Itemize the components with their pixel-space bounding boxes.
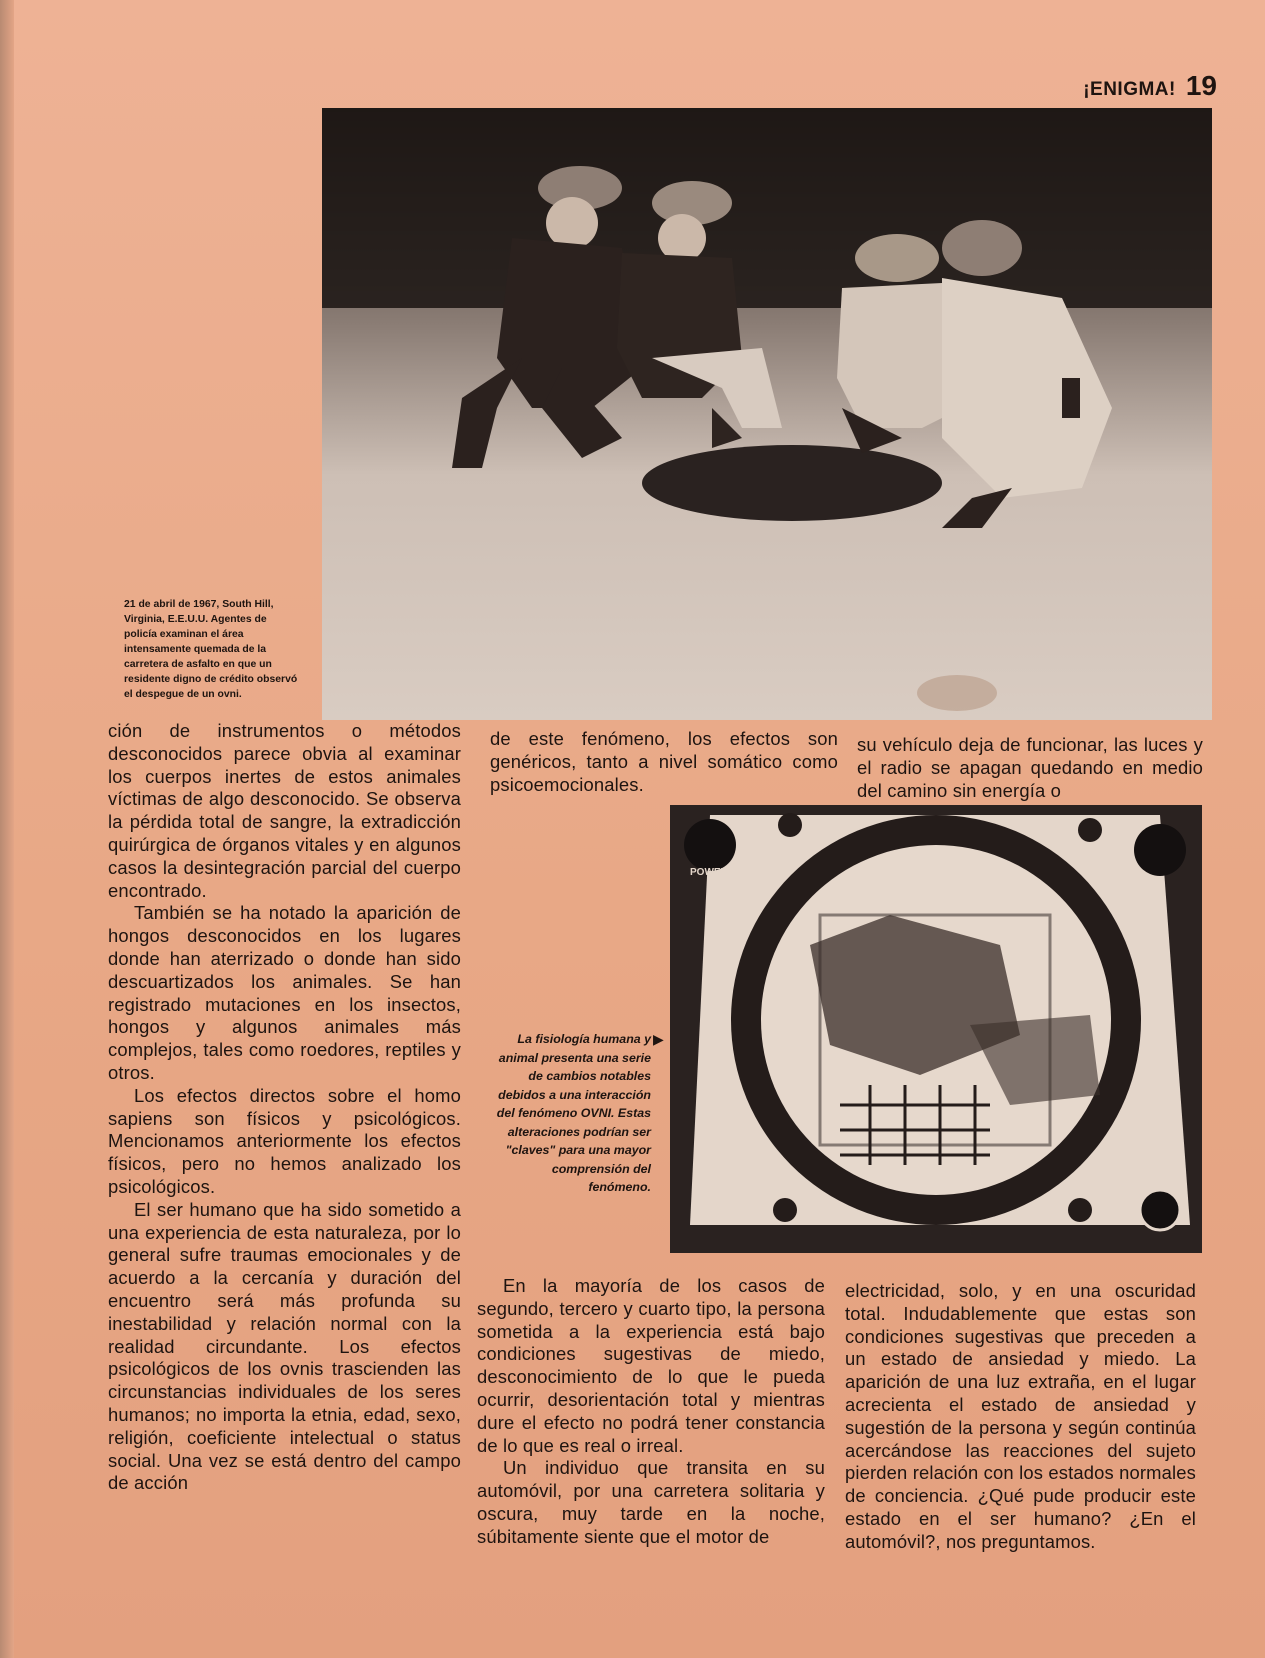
column-1 [108, 720, 461, 1495]
col1-paragraph: También se ha notado la aparición de hongos desconocidos en los lugares donde han aterrizado o donde han sido descuartizados los animales. Se han registrado mutaciones en los insectos, hongos y algunos animales más complejos, tales como roedores, reptiles y otros. [108, 902, 461, 1083]
page-header [1083, 70, 1217, 102]
photo-caption: 21 de abril de 1967, South Hill, Virginia, E.E.U.U. Agentes de policía examinan el área intensamente quemada de la carretera de asfalto en que un residente digno de crédito observó el despegue de un ovni. [124, 599, 298, 700]
col2-bottom-paragraph: Un individuo que transita en su automóvil, por una carretera solitaria y oscura, muy tarde en la noche, súbitamente siente que el motor de [477, 1457, 825, 1547]
police-photo [322, 108, 1212, 720]
column-2-bottom [477, 1275, 825, 1549]
police-photo-image [322, 108, 1212, 720]
column-3-top [857, 734, 1203, 802]
side-caption: La fisiología humana y animal presenta una serie de cambios notables debidos a una interacción del fenómeno OVNI. Estas alteraciones podrían ser "claves" para una mayor comprensión del fenómeno. [496, 1032, 651, 1194]
column-2-top [490, 728, 838, 796]
magazine-name: ¡ENIGMA! [1083, 79, 1176, 100]
col3-top-paragraph: su vehículo deja de funcionar, las luces y el radio se apagan quedando en medio del camino sin energía o [857, 734, 1203, 801]
col1-paragraph: Los efectos directos sobre el homo sapiens son físicos y psicológicos. Mencionamos anteriormente los efectos físicos, pero no hemos analizado los psicológicos. [108, 1084, 461, 1197]
caption-arrow-icon: ▶ [653, 1031, 664, 1047]
column-3-bottom [845, 1280, 1196, 1554]
col2-top-paragraph: de este fenómeno, los efectos son genéricos, tanto a nivel somático como psicoemocionales. [490, 728, 838, 795]
radar-screen-photo [670, 805, 1202, 1253]
col1-paragraph: El ser humano que ha sido sometido a una experiencia de esta naturaleza, por lo general sufre traumas emocionales y de acuerdo a la cercanía y duración del encuentro será más profunda su inestabilidad y relación normal con la realidad circundante. Los efectos psicológicos de los ovnis trascienden las circunstancias individuales de los seres humanos; no importa la etnia, edad, sexo, religión, coeficiente intelectual o status social. Una vez se está dentro del campo de acción [108, 1198, 461, 1494]
power-off-label: POWER OFF [690, 867, 751, 878]
col3-bottom-paragraph: electricidad, solo, y en una oscuridad total. Indudablemente que estas son condiciones sugestivas que preceden a un estado de ansiedad y miedo. La aparición de una luz extraña, en el lugar acrecienta el estado de ansiedad y sugestión de la persona y según continúa acercándose las reacciones del sujeto pierden relación con los estados normales de conciencia. ¿Qué pude producir este estado en el ser humano? ¿En el automóvil?, nos preguntamos. [845, 1280, 1196, 1552]
col2-bottom-paragraph: En la mayoría de los casos de segundo, tercero y cuarto tipo, la persona sometida a la experiencia está bajo condiciones sugestivas de miedo, desconocimiento de lo que le pueda ocurrir, desorientación total y mientras dure el efecto no podrá tener constancia de lo que es real o irreal. [477, 1275, 825, 1456]
radar-screen-image [670, 805, 1202, 1253]
page-number: 19 [1185, 70, 1217, 101]
col1-paragraph: ción de instrumentos o métodos desconocidos parece obvia al examinar los cuerpos inertes de estos animales víctimas de algo desconocido. Se observa la pérdida total de sangre, la extradicción quirúrgica de órganos vitales y en algunos casos la desintegración parcial del cuerpo encontrado. [108, 720, 461, 901]
page-edge-shadow [0, 0, 14, 1658]
